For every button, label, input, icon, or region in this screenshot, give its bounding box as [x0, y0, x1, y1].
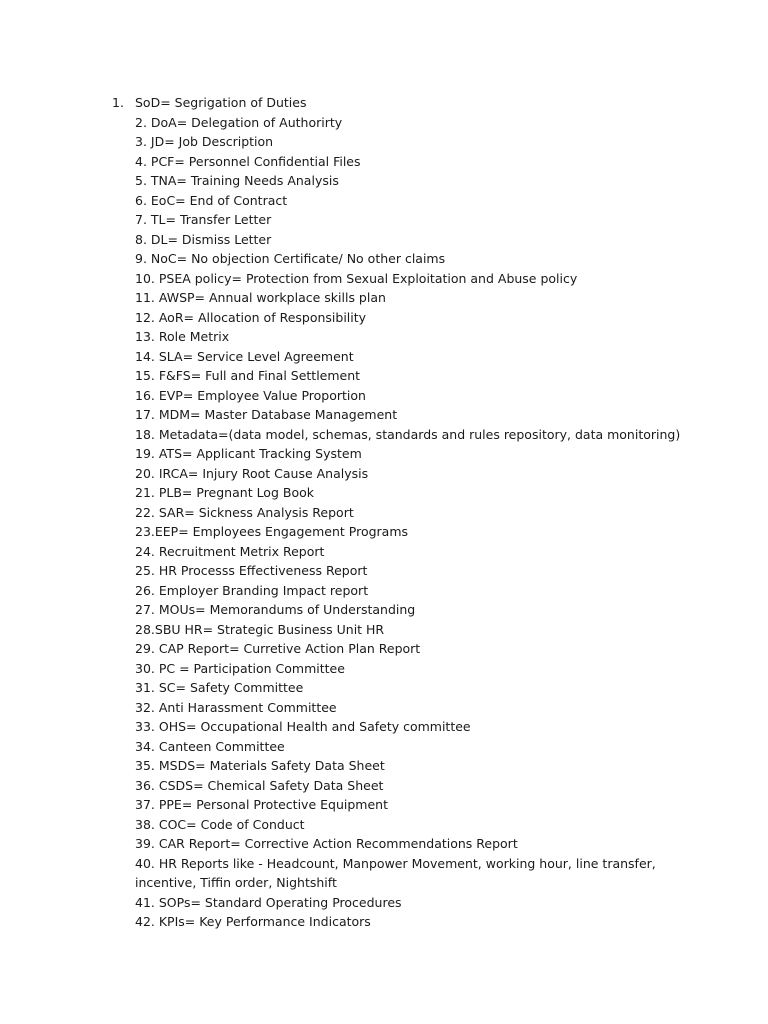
list-item-27: 27. MOUs= Memorandums of Understanding — [135, 602, 416, 617]
list-item-24: 24. Recruitment Metrix Report — [135, 543, 325, 559]
list-item-9: 9. NoC= No objection Certificate/ No other claims — [135, 251, 446, 266]
list-item-32: 32. Anti Harassment Committee — [135, 699, 337, 715]
list-item-7: 7. TL= Transfer Letter — [135, 212, 272, 227]
list-item-1 — [112, 93, 712, 113]
list-item-23: 23.EEP= Employees Engagement Programs — [135, 524, 409, 539]
list-item-30: 30. PC = Participation Committee — [135, 660, 345, 676]
list-item-13: 13. Role Metrix — [135, 329, 230, 344]
list-item-11: 11. AWSP= Annual workplace skills plan — [135, 290, 386, 305]
list-item-20: 20. IRCA= Injury Root Cause Analysis — [135, 465, 369, 481]
list-text-1: SoD= Segrigation of Duties — [135, 95, 307, 110]
list-item-38: 38. COC= Code of Conduct — [135, 816, 305, 832]
list-item-16: 16. EVP= Employee Value Proportion — [135, 387, 366, 403]
list-item-40: 40. HR Reports like - Headcount, Manpower Movement, working hour, line transfer, incentive, Tiffin order, Nightshift — [135, 855, 656, 890]
list-item-21: 21. PLB= Pregnant Log Book — [135, 485, 314, 500]
list-item-39: 39. CAR Report= Corrective Action Recommendations Report — [135, 836, 518, 851]
list-item-5: 5. TNA= Training Needs Analysis — [135, 173, 339, 188]
list-item-29: 29. CAP Report= Curretive Action Plan Report — [135, 641, 421, 656]
list-item-3: 3. JD= Job Description — [135, 134, 274, 149]
abbreviation-list — [112, 93, 712, 932]
list-item-26: 26. Employer Branding Impact report — [135, 582, 369, 598]
list-item-6: 6. EoC= End of Contract — [135, 192, 288, 208]
list-item-37: 37. PPE= Personal Protective Equipment — [135, 797, 388, 812]
list-item-18: 18. Metadata=(data model, schemas, standards and rules repository, data monitoring) — [135, 426, 681, 442]
list-item-28: 28.SBU HR= Strategic Business Unit HR — [135, 621, 385, 637]
list-item-25: 25. HR Processs Effectiveness Report — [135, 563, 368, 578]
list-item-35: 35. MSDS= Materials Safety Data Sheet — [135, 758, 385, 773]
list-item-10: 10. PSEA policy= Protection from Sexual Exploitation and Abuse policy — [135, 270, 578, 286]
list-item-12: 12. AoR= Allocation of Responsibility — [135, 309, 367, 325]
list-item-14: 14. SLA= Service Level Agreement — [135, 348, 354, 364]
list-item-22: 22. SAR= Sickness Analysis Report — [135, 504, 354, 520]
list-number-1: 1. — [112, 95, 124, 110]
list-item-4: 4. PCF= Personnel Confidential Files — [135, 153, 361, 169]
list-item-33: 33. OHS= Occupational Health and Safety committee — [135, 719, 471, 734]
list-item-15: 15. F&FS= Full and Final Settlement — [135, 368, 361, 383]
list-item-41: 41. SOPs= Standard Operating Procedures — [135, 894, 402, 910]
list-item-42: 42. KPIs= Key Performance Indicators — [135, 914, 371, 929]
list-item-19: 19. ATS= Applicant Tracking System — [135, 446, 362, 461]
list-item-17: 17. MDM= Master Database Management — [135, 407, 398, 422]
list-item-8: 8. DL= Dismiss Letter — [135, 231, 272, 247]
list-item-36: 36. CSDS= Chemical Safety Data Sheet — [135, 777, 384, 793]
list-item-2: 2. DoA= Delegation of Authorirty — [135, 114, 343, 130]
list-item-34: 34. Canteen Committee — [135, 738, 285, 754]
list-item-31: 31. SC= Safety Committee — [135, 680, 304, 695]
